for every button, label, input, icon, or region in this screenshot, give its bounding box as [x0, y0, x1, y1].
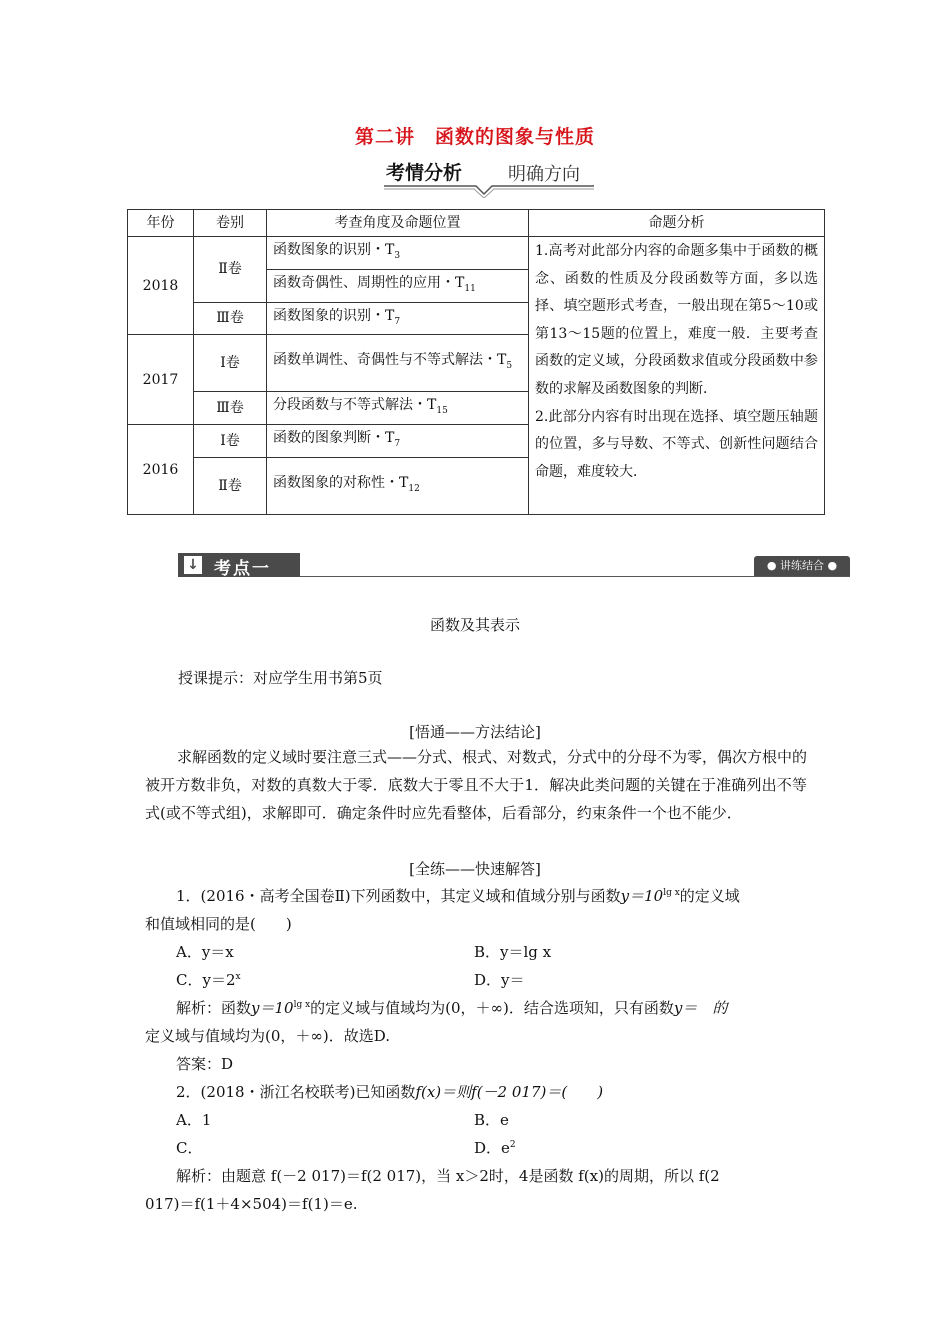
header-year: 年份 [128, 210, 194, 237]
section-tab-label: 考点一 [214, 559, 271, 579]
q1-answer: 答案：D [176, 1055, 234, 1073]
paper-cell: Ⅰ卷 [194, 335, 267, 392]
paper-cell: Ⅱ卷 [194, 457, 267, 514]
q1-option-c: C．$y=2^x$ [176, 971, 241, 989]
year-cell: 2018 [128, 237, 194, 335]
question-1-stem-cont: 和值域相同的是( ) [145, 915, 292, 933]
item-cell: 函数图象的识别・$T_3$ [267, 237, 529, 270]
paper-cell: Ⅲ卷 [194, 302, 267, 335]
item-cell: 函数奇偶性、周期性的应用・$T_{11}$ [267, 269, 529, 302]
method-heading: [悟通——方法结论] [409, 723, 541, 741]
exam-analysis-table [127, 209, 825, 515]
analysis-cell [529, 237, 825, 515]
item-cell: 函数的图象判断・$T_7$ [267, 425, 529, 458]
header-analysis: 命题分析 [529, 210, 825, 237]
analysis-point-2: 2.此部分内容有时出现在选择、填空题压轴题的位置，多与导数、不等式、创新性问题结合命题，难度较大． [535, 408, 818, 480]
paper-cell: Ⅲ卷 [194, 392, 267, 425]
q2-solution: 解析：由题意 f(－2 017)＝f(2 017)，当 x＞2时，4是函数 f(x)的周期，所以 f(2 [176, 1167, 720, 1185]
q1-option-b: B．y＝lg x [474, 943, 552, 961]
section-badge: ● 讲练结合 ● [754, 556, 850, 576]
section-bar [178, 553, 850, 579]
page-title: 第二讲 函数的图象与性质 [354, 126, 595, 148]
analysis-point-1: 1.高考对此部分内容的命题多集中于函数的概念、函数的性质及分段函数等方面，多以选择、填空题形式考查，一般出现在第5～10或第13～15题的位置上，难度一般．主要考查函数的定义域，分段函数求值或分段函数中参数的求解及函数图象的判断． [535, 243, 818, 397]
lesson-hint: 授课提示：对应学生用书第5页 [178, 669, 383, 687]
item-cell: 函数单调性、奇偶性与不等式解法・$T_5$ [267, 335, 529, 392]
item-cell: 分段函数与不等式解法・$T_{15}$ [267, 392, 529, 425]
q2-solution-cont: 017)＝f(1＋4×504)＝f(1)＝e. [145, 1195, 358, 1213]
q2-option-d: D．$e^2$ [474, 1139, 516, 1157]
q2-option-a: A．1 [176, 1111, 212, 1129]
question-1-stem: 1．(2016・高考全国卷Ⅱ)下列函数中，其定义域和值域分别与函数$y=10^{lg x}$的定义域 [176, 887, 740, 905]
paper-cell: Ⅱ卷 [194, 237, 267, 303]
table-header-row [128, 210, 825, 237]
q2-option-b: B．e [474, 1111, 509, 1129]
q1-option-a: A．y＝x [176, 943, 234, 961]
year-cell: 2017 [128, 335, 194, 425]
header-paper: 卷别 [194, 210, 267, 237]
year-cell: 2016 [128, 425, 194, 515]
question-2-stem: 2．(2018・浙江名校联考)已知函数f(x)＝则f(－2 017)＝( ) [176, 1083, 604, 1101]
q1-solution-cont: 定义域与值域均为(0，＋∞)．故选D. [145, 1027, 391, 1045]
q2-option-c: C． [176, 1139, 203, 1157]
paper-cell: Ⅰ卷 [194, 425, 267, 458]
section-heading: 函数及其表示 [429, 616, 520, 634]
item-cell: 函数图象的识别・$T_7$ [267, 302, 529, 335]
section-banner [380, 156, 600, 198]
q1-option-d: D．y＝ [474, 971, 525, 989]
arrow-down-icon: ↓ [184, 556, 202, 574]
q1-solution: 解析：函数$y=10^{lg x}$的定义域与值域均为(0，＋∞)．结合选项知，只有函数y＝ 的 [176, 999, 728, 1017]
method-text: 求解函数的定义域时要注意三式——分式、根式、对数式，分式中的分母不为零，偶次方根中的被开方数非负，对数的真数大于零．底数大于零且不大于1．解决此类问题的关键在于准确列出不等式(或不等式组)，求解即可．确定条件时应先看整体，后看部分，约束条件一个也不能少． [145, 748, 808, 822]
header-angle: 考查角度及命题位置 [267, 210, 529, 237]
section-tab [178, 553, 300, 577]
practice-heading: [全练——快速解答] [409, 860, 541, 878]
table-row [128, 237, 825, 270]
banner-right-label: 明确方向 [508, 164, 580, 185]
banner-left-label: 考情分析 [386, 162, 463, 184]
item-cell: 函数图象的对称性・$T_{12}$ [267, 457, 529, 514]
